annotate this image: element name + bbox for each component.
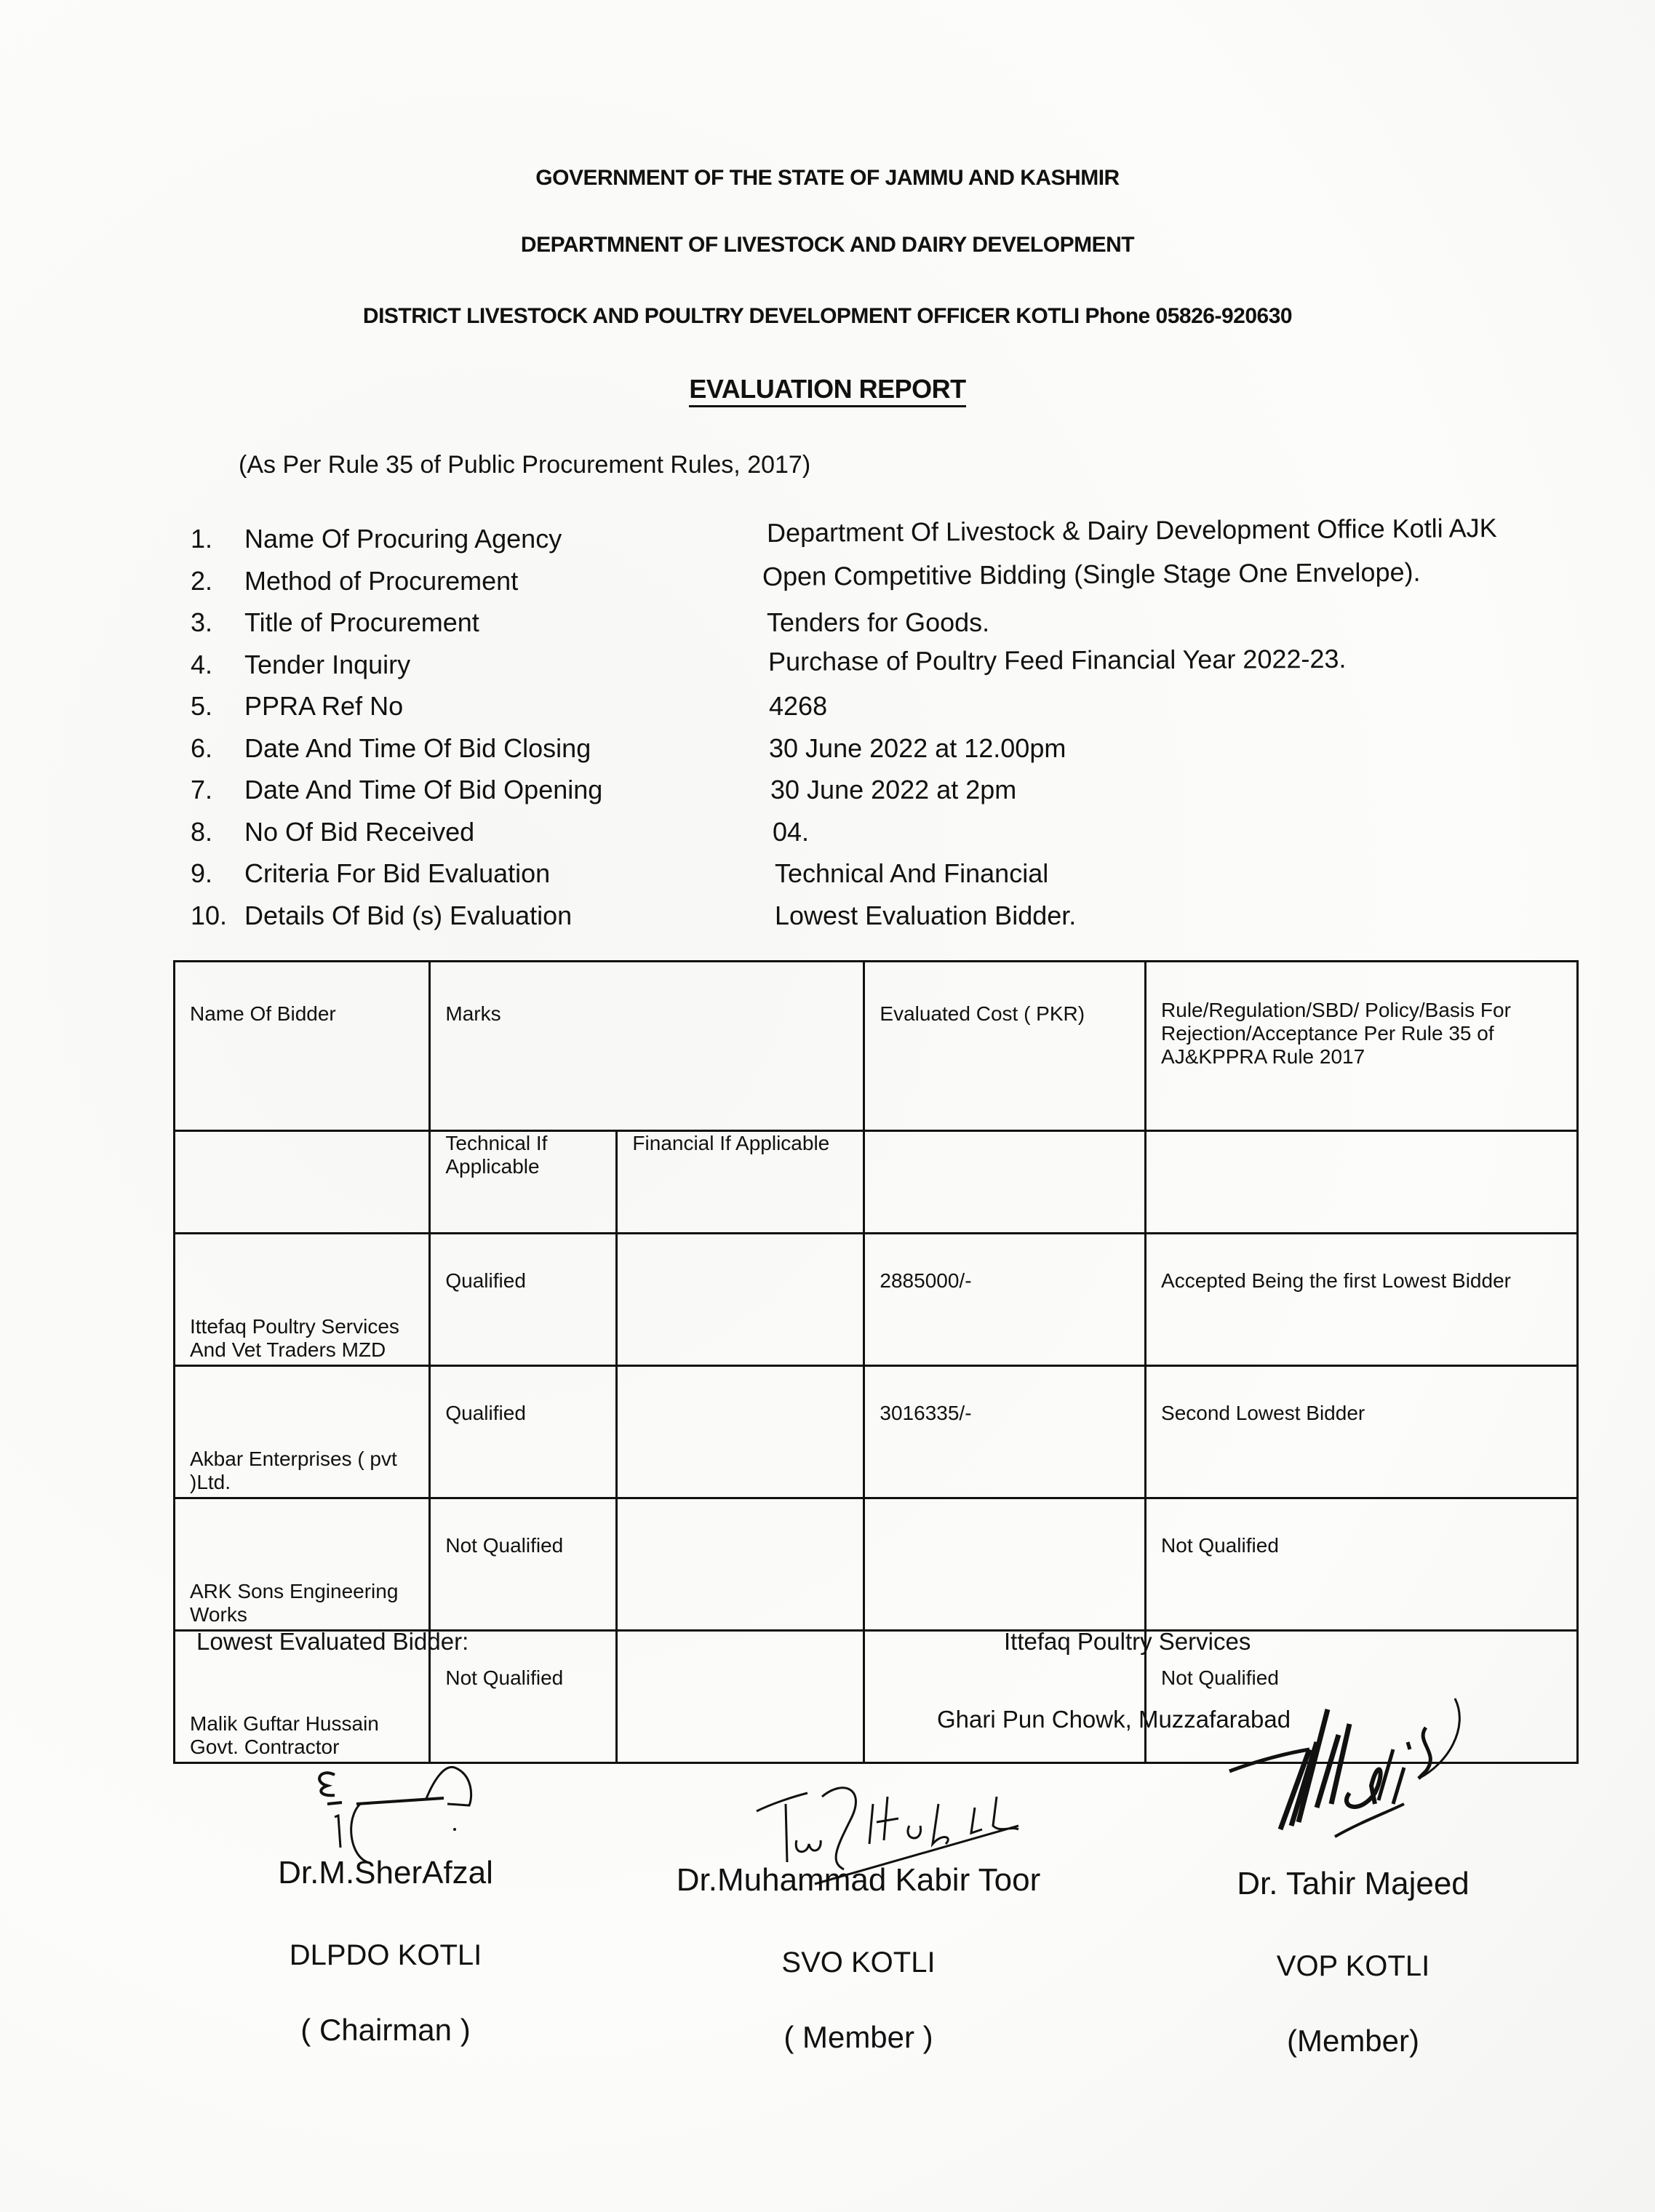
detail-value: 30 June 2022 at 2pm — [770, 775, 1017, 804]
detail-number: 8. — [191, 816, 213, 847]
header-marks: Marks — [430, 962, 864, 1131]
header-office: DISTRICT LIVESTOCK AND POULTRY DEVELOPMENT OFFICER KOTLI Phone 05826-920630 — [362, 304, 1293, 328]
detail-label: PPRA Ref No — [244, 691, 404, 721]
detail-value: Lowest Evaluation Bidder. — [775, 900, 1077, 930]
detail-row — [191, 556, 1573, 608]
evaluated-cost: 2885000/- — [864, 1234, 1146, 1366]
detail-value: Tenders for Goods. — [767, 607, 990, 637]
detail-number: 9. — [191, 858, 213, 888]
signatory-member-vop — [1208, 1866, 1499, 2059]
detail-label: Tender Inquiry — [244, 649, 411, 679]
table-row — [175, 1366, 1578, 1498]
report-title — [0, 374, 1655, 404]
financial-marks — [617, 1498, 864, 1631]
report-title-text: EVALUATION REPORT — [689, 374, 965, 407]
header-evaluated-cost: Evaluated Cost ( PKR) — [864, 962, 1146, 1131]
lowest-bidder-address: Ghari Pun Chowk, Muzzafarabad — [937, 1706, 1291, 1733]
signatory-name: Dr.M.SherAfzal — [278, 1855, 493, 1890]
technical-marks: Qualified — [430, 1234, 617, 1366]
detail-value: Purchase of Poultry Feed Financial Year 2022-23. — [767, 643, 1347, 676]
signatory-role: ( Member ) — [783, 2020, 933, 2054]
detail-number: 2. — [191, 565, 213, 596]
table-row — [175, 1498, 1578, 1631]
technical-marks: Not Qualified — [430, 1631, 617, 1763]
technical-marks: Not Qualified — [430, 1498, 617, 1631]
table-header-row — [175, 962, 1578, 1131]
detail-value: Open Competitive Bidding (Single Stage One Envelope). — [762, 556, 1421, 591]
evaluated-cost — [864, 1498, 1146, 1631]
detail-value: Technical And Financial — [775, 858, 1049, 888]
rule-basis: Accepted Being the first Lowest Bidder — [1146, 1234, 1578, 1366]
handwritten-signature-icon — [742, 1775, 1033, 1884]
detail-row — [191, 691, 1573, 733]
detail-value: 4268 — [769, 691, 828, 721]
signatory-member-svo — [655, 1862, 1062, 2055]
detail-label: Name Of Procuring Agency — [244, 524, 562, 554]
handwritten-signature-icon — [1229, 1698, 1506, 1888]
rule-basis: Not Qualified — [1146, 1631, 1578, 1763]
signatory-role: (Member) — [1286, 2024, 1419, 2058]
bidder-name: Ittefaq Poultry Services And Vet Traders MZD — [175, 1234, 430, 1366]
bidder-name: Malik Guftar Hussain Govt. Contractor — [175, 1631, 430, 1763]
detail-value: 04. — [773, 816, 810, 847]
detail-row — [191, 775, 1573, 817]
detail-label: Date And Time Of Bid Opening — [244, 775, 603, 804]
detail-number: 1. — [191, 524, 213, 554]
subheader-empty — [864, 1131, 1146, 1234]
signatory-post: VOP KOTLI — [1276, 1950, 1430, 1982]
signatory-role: ( Chairman ) — [300, 2013, 471, 2047]
table-subheader-row — [175, 1131, 1578, 1234]
detail-row — [191, 733, 1573, 775]
header-technical: Technical If Applicable — [430, 1131, 617, 1234]
detail-label: Title of Procurement — [244, 607, 479, 637]
signatory-post: DLPDO KOTLI — [289, 1939, 482, 1971]
signatory-post: SVO KOTLI — [781, 1947, 936, 1979]
detail-number: 4. — [191, 649, 213, 679]
detail-label: No Of Bid Received — [244, 816, 475, 847]
bidder-name: Akbar Enterprises ( pvt )Ltd. — [175, 1366, 430, 1498]
detail-label: Details Of Bid (s) Evaluation — [244, 900, 573, 930]
technical-marks: Qualified — [430, 1366, 617, 1498]
subheader-empty — [175, 1131, 430, 1234]
detail-number: 7. — [191, 775, 213, 804]
detail-row — [191, 607, 1573, 650]
signatory-name: Dr.Muhammad Kabir Toor — [676, 1862, 1041, 1898]
signatory-chairman — [262, 1855, 509, 2048]
lowest-bidder-name: Ittefaq Poultry Services — [1004, 1628, 1251, 1655]
detail-number: 3. — [191, 607, 213, 637]
detail-label: Date And Time Of Bid Closing — [244, 732, 591, 763]
detail-number: 5. — [191, 691, 213, 721]
subheader-empty — [1146, 1131, 1578, 1234]
financial-marks — [617, 1366, 864, 1498]
detail-label: Method of Procurement — [244, 565, 519, 596]
detail-row — [191, 643, 1573, 692]
detail-number: 10. — [191, 900, 228, 930]
header-financial: Financial If Applicable — [617, 1131, 864, 1234]
header-department: DEPARTMNENT OF LIVESTOCK AND DAIRY DEVELOPMENT — [520, 233, 1135, 257]
handwritten-signature-icon — [306, 1760, 524, 1884]
rule-basis: Second Lowest Bidder — [1146, 1366, 1578, 1498]
header-name-of-bidder: Name Of Bidder — [175, 962, 430, 1131]
detail-row — [191, 901, 1573, 943]
signatory-name: Dr. Tahir Majeed — [1237, 1866, 1469, 1901]
detail-label: Criteria For Bid Evaluation — [244, 858, 551, 888]
detail-value: Department Of Livestock & Dairy Development Office Kotli AJK — [766, 512, 1497, 548]
detail-row — [191, 858, 1573, 901]
financial-marks — [617, 1631, 864, 1763]
bidder-name: ARK Sons Engineering Works — [175, 1498, 430, 1631]
detail-row — [191, 817, 1573, 859]
report-subtitle: (As Per Rule 35 of Public Procurement Rules, 2017) — [239, 451, 811, 479]
table-row — [175, 1234, 1578, 1366]
rule-basis: Not Qualified — [1146, 1498, 1578, 1631]
header-government: GOVERNMENT OF THE STATE OF JAMMU AND KASHMIR — [535, 166, 1120, 190]
detail-value: 30 June 2022 at 12.00pm — [769, 732, 1066, 763]
detail-number: 6. — [191, 732, 213, 763]
lowest-bidder-label: Lowest Evaluated Bidder: — [196, 1628, 469, 1655]
financial-marks — [617, 1234, 864, 1366]
procurement-details — [191, 512, 1573, 942]
evaluated-cost: 3016335/- — [864, 1366, 1146, 1498]
header-rule-basis: Rule/Regulation/SBD/ Policy/Basis For Rejection/Acceptance Per Rule 35 of AJ&KPPRA Rule 2017 — [1146, 962, 1578, 1131]
